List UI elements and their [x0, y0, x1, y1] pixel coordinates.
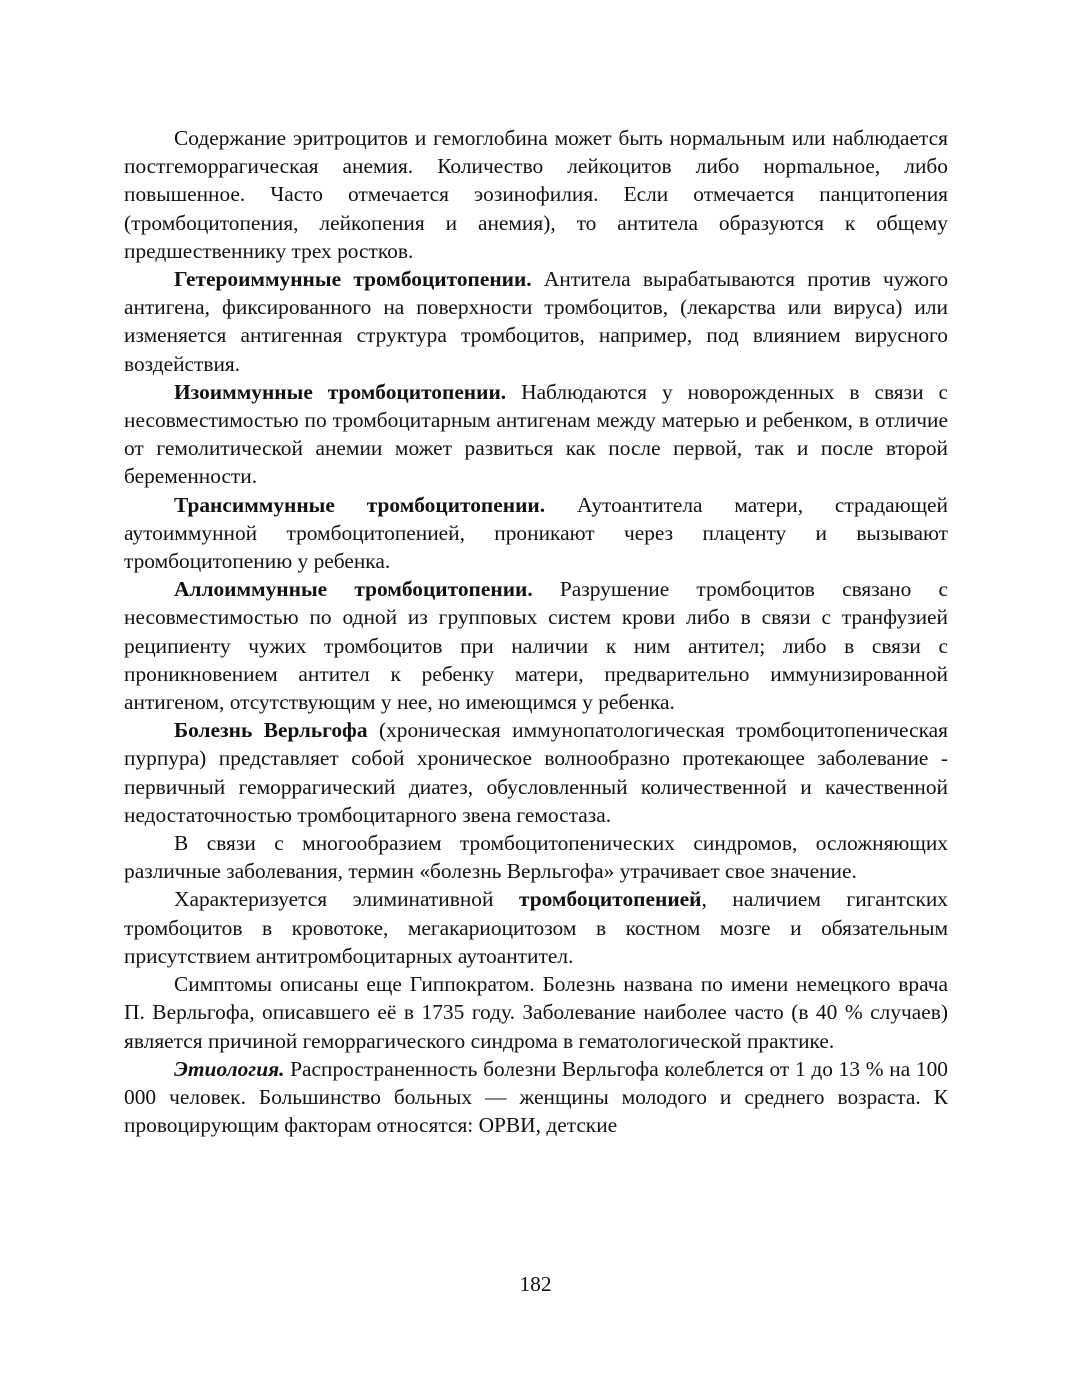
term-heading: Болезнь Верльгофа	[174, 718, 368, 743]
paragraph-symptoms	[124, 970, 948, 1055]
paragraph-characterized	[124, 885, 948, 970]
paragraph-text: Симптомы описаны еще Гиппократом. Болезнь названа по имени немецкого врача П. Верльгофа, описавшего её в 1735 году. Заболевание наиболее часто (в 40 % случаев) является причиной геморрагического синдрома в гематологической практике.	[124, 972, 948, 1053]
paragraph-text: Антитела вырабатываются против чужого антигена, фиксированного на поверхности тромбоцитов, (лекарства или вируса) или изменяется антигенная структура тромбоцитов, например, под влиянием вирусного воздействия.	[124, 267, 949, 376]
paragraph-werlhof-disease	[124, 716, 948, 829]
paragraph-text: Наблюдаются у новорожденных в связи с несовместимостью по тромбоцитарным антигенам между матерью и ребенком, в отличие от гемолитической анемии может развиться как после первой, так и после второй беременности.	[124, 379, 949, 489]
bold-term: тромбоцитопенией	[518, 887, 702, 912]
paragraph-alloimmune	[124, 575, 948, 716]
paragraph-syndromes	[124, 829, 948, 885]
term-heading: Гетероиммунные тромбоцитопении.	[174, 267, 532, 292]
paragraph-text: Аутоантитела матери, страдающей аутоиммунной тромбоцитопенией, проникают через плаценту и вызывают тромбоцитопению у ребенка.	[124, 492, 948, 574]
paragraph-isoimmune	[124, 378, 948, 491]
paragraph-text: , наличием гигантских тромбоцитов в кровотоке, мегакариоцитозом в костном мозге и обязательным присутствием антитромбоцитарных аутоантител.	[124, 887, 948, 968]
paragraph-etiology	[124, 1055, 948, 1140]
paragraph-blood-counts	[124, 124, 948, 265]
page-number: 182	[519, 1272, 552, 1296]
term-heading: Аллоиммунные тромбоцитопении.	[174, 577, 533, 602]
term-heading: Этиология.	[174, 1056, 285, 1081]
term-heading: Трансиммунные тромбоцитопении.	[174, 492, 546, 517]
paragraph-text: (хроническая иммунопатологическая тромбоцитопеническая пурпура) представляет собой хроническое волнообразно протекающее заболевание - первичный геморрагический диатез, обусловленный количественной и качественной недостаточностью тромбоцитарного звена гемостаза.	[124, 718, 948, 827]
paragraph-heteroimmune	[124, 265, 948, 378]
term-heading: Изоиммунные тромбоцитопении.	[174, 379, 507, 404]
paragraph-text: Характеризуется элиминативной	[174, 887, 519, 912]
paragraph-text: Распространенность болезни Верльгофа колеблется от 1 до 13 % на 100 000 человек. Большинство больных — женщины молодого и среднего возраста. К провоцирующим факторам относятся: ОРВИ, детские	[124, 1056, 948, 1138]
paragraph-text: Разрушение тромбоцитов связано с несовместимостью по одной из групповых систем крови либо в связи с транфузией реципиенту чужих тромбоцитов при наличии к ним антител; либо в связи с проникновением антител к ребенку матери, предварительно иммунизированной антигеном, отсутствующим у нее, но имеющимся у ребенка.	[124, 577, 949, 715]
paragraph-text: Содержание эритроцитов и гемоглобина может быть нормальным или наблюдается постгеморрагическая анемия. Количество лейкоцитов либо норmальное, либо повышенное. Часто отмечается эозинофилия. Если отмечается панцитопения (тромбоцитопения, лейкопения и анемия), то антитела образуются к общему предшественнику трех ростков.	[124, 126, 948, 263]
page-body	[124, 124, 948, 1139]
paragraph-text: В связи с многообразием тромбоцитопенических синдромов, осложняющих различные заболевания, термин «болезнь Верльгофа» утрачивает свое значение.	[124, 831, 948, 884]
paragraph-transimmune	[124, 491, 948, 576]
